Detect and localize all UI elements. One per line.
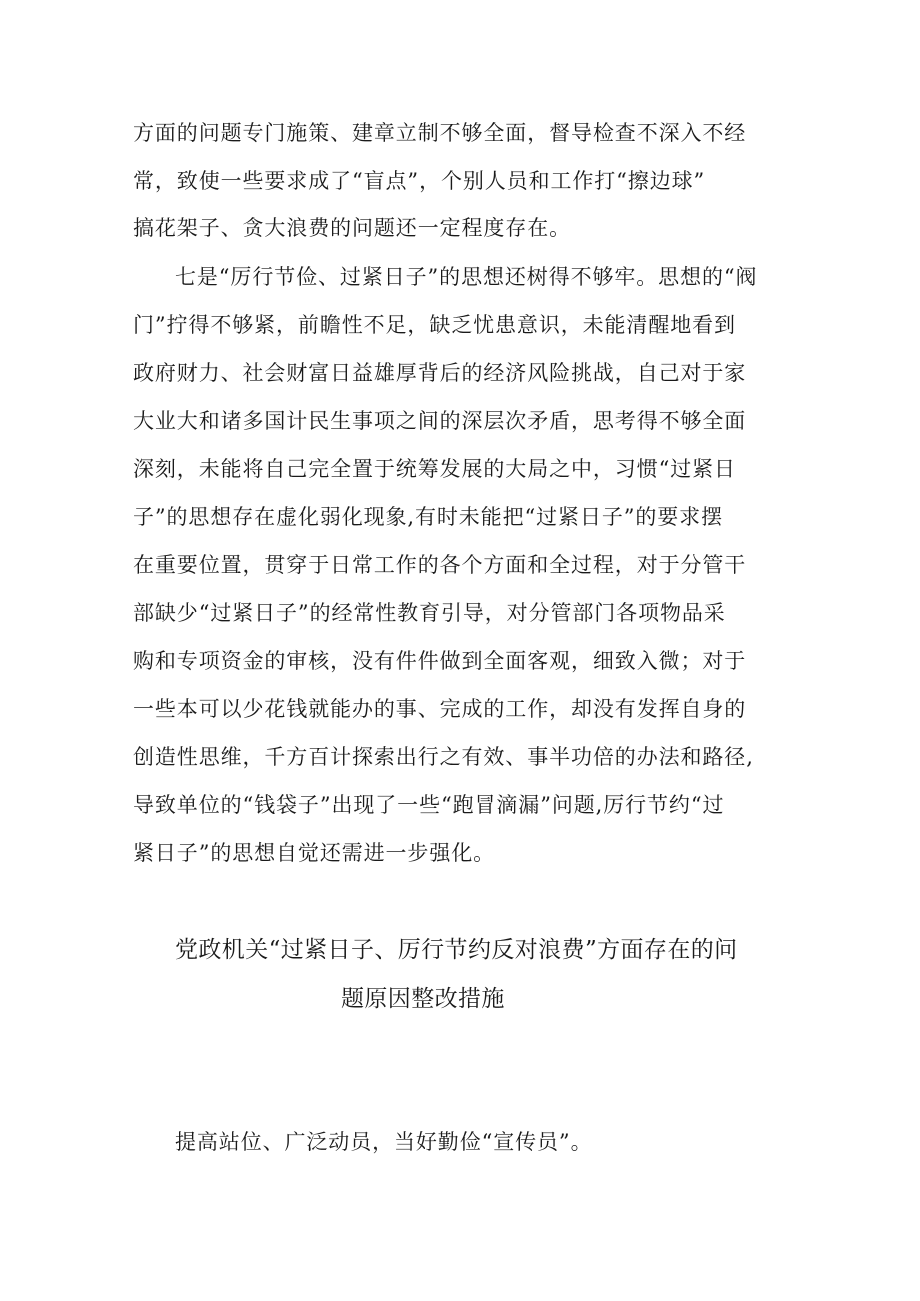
section-heading-line-1: 党政机关“过紧日子、厉行节约反对浪费”方面存在的问	[175, 937, 738, 963]
text-line: 大业大和诸多国计民生事项之间的深层次矛盾，思考得不够全面	[133, 409, 747, 433]
text-line: 常，致使一些要求成了“盲点”，个别人员和工作打“擦边球”	[133, 169, 706, 193]
text-line: 购和专项资金的审核，没有件件做到全面客观，细致入微；对于	[133, 649, 747, 673]
text-line: 紧日子”的思想自觉还需进一步强化。	[133, 841, 496, 865]
text-line: 一些本可以少花钱就能办的事、完成的工作，却没有发挥自身的	[133, 697, 747, 721]
text-line: 创造性思维，千方百计探索出行之有效、事半功倍的办法和路径,	[133, 745, 754, 769]
text-line: 政府财力、社会财富日益雄厚背后的经济风险挑战，自己对于家	[133, 361, 747, 385]
text-line: 子”的思想存在虚化弱化现象,有时未能把“过紧日子”的要求摆	[133, 505, 723, 529]
text-line: 导致单位的“钱袋子”出现了一些“跑冒滴漏”问题,厉行节约“过	[133, 793, 725, 817]
subheading: 提高站位、广泛动员，当好勤俭“宣传员”。	[175, 1130, 593, 1154]
text-line: 七是“厉行节俭、过紧日子”的思想还树得不够牢。思想的“阀	[175, 265, 758, 289]
text-line: 门”拧得不够紧，前瞻性不足，缺乏忧患意识，未能清醒地看到	[133, 313, 736, 337]
text-line: 在重要位置，贯穿于日常工作的各个方面和全过程，对于分管干	[133, 553, 747, 577]
text-line: 深刻，未能将自己完全置于统筹发展的大局之中，习惯“过紧日	[133, 457, 736, 481]
text-line: 部缺少“过紧日子”的经常性教育引导，对分管部门各项物品采	[133, 601, 726, 625]
section-heading-line-2: 题原因整改措施	[341, 986, 505, 1012]
text-line: 搞花架子、贪大浪费的问题还一定程度存在。	[133, 216, 571, 240]
text-line: 方面的问题专门施策、建章立制不够全面，督导检查不深入不经	[133, 121, 747, 145]
